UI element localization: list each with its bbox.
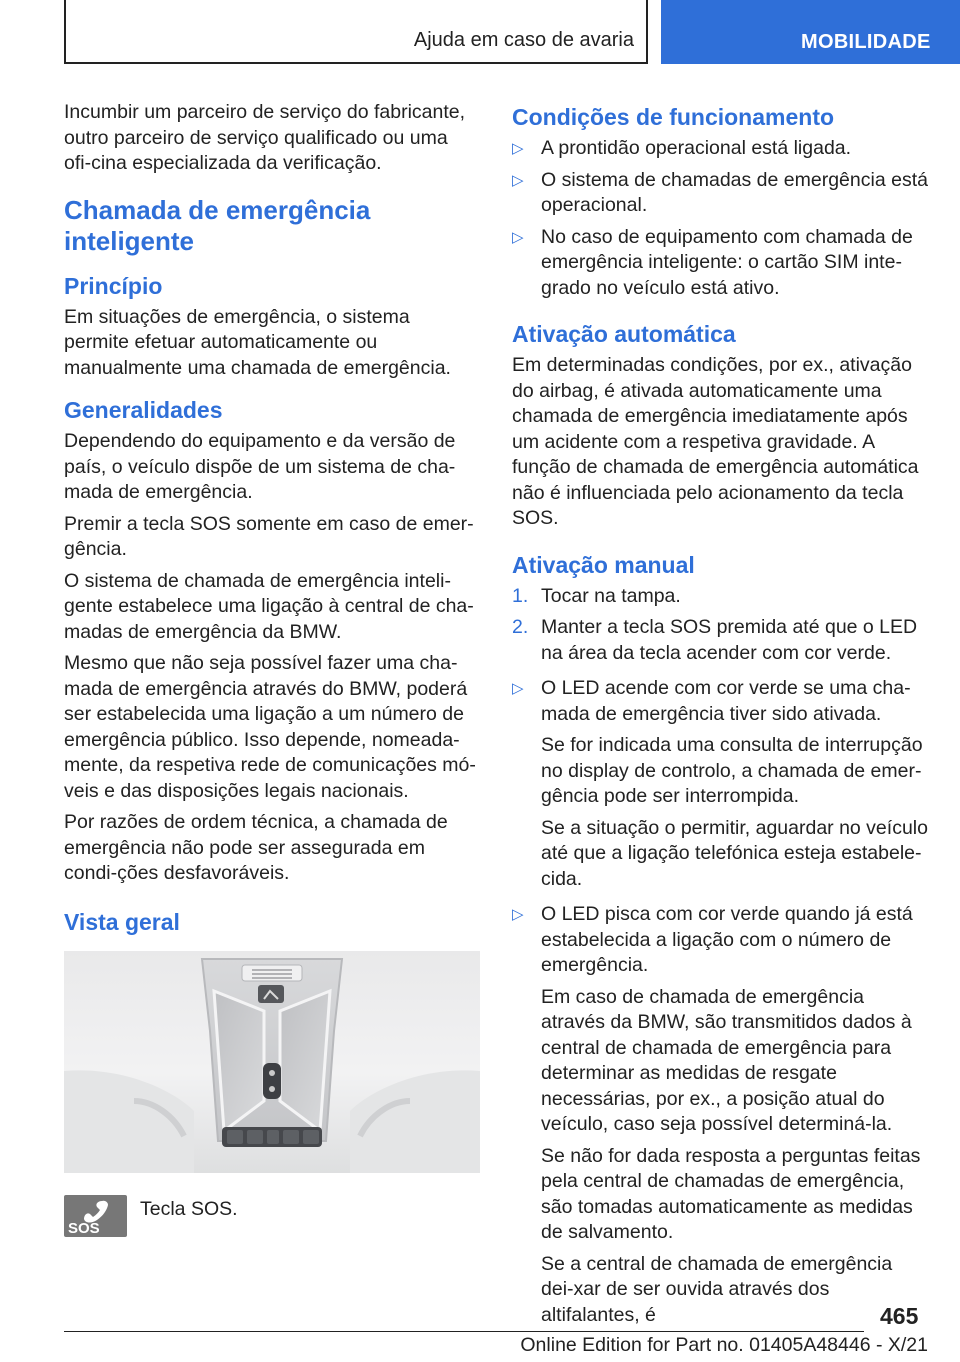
generalidades-p4: Mesmo que não seja possível fazer uma cha-mada de emergência através do BMW, poderá ser estabelecida uma ligação a um número de emergência público. Isso depende, nomeada-mente, da respetiva rede de comunicações mó-veis e das disposições legais nacionais.	[64, 652, 476, 802]
intro-paragraph: Incumbir um parceiro de serviço do fabricante, outro parceiro de serviço qualificado ou uma ofi-cina especializada da verificação.	[64, 101, 466, 174]
right-column	[512, 102, 928, 1334]
step-item: 2. Manter a tecla SOS premida até que o LED na área da tecla acender com cor verde.	[512, 616, 918, 664]
bullet1-sub2: Se a situação o permitir, aguardar no veículo até que a ligação telefónica esteja estabele-cida.	[541, 816, 928, 890]
list-item: ▷ O LED pisca com cor verde quando já está estabelecida a ligação com o número de emergência.	[512, 903, 913, 976]
generalidades-p1: Dependendo do equipamento e da versão de país, o veículo dispõe de um sistema de cha-mada de emergência.	[64, 430, 456, 503]
header-section-box	[64, 0, 648, 64]
bullet2-sub1: Em caso de chamada de emergência através da BMW, são transmitidos dados à central de chamada de emergência para determinar as medidas de resgate necessárias, por ex., a posição atual do veículo, caso seja possível determiná-la.	[541, 985, 912, 1135]
list-item: ▷ O LED acende com cor verde se uma cha-mada de emergência tiver sido ativada.	[512, 677, 911, 725]
header-chapter-box	[661, 0, 960, 64]
sos-legend-row	[64, 1195, 478, 1237]
heading-generalidades: Generalidades	[64, 397, 223, 423]
footer-divider	[64, 1331, 864, 1332]
header-chapter-title: MOBILIDADE	[801, 31, 931, 53]
triangle-bullet-icon: ▷	[512, 680, 524, 697]
generalidades-p5: Por razões de ordem técnica, a chamada de emergência não pode ser assegurada em condi-ções desfavoráveis.	[64, 811, 448, 884]
heading-automatica: Ativação automática	[512, 321, 736, 347]
manual-steps	[512, 584, 928, 667]
triangle-bullet-icon: ▷	[512, 906, 524, 923]
triangle-bullet-icon: ▷	[512, 140, 524, 157]
left-column	[64, 100, 478, 1237]
bullet2-sub2: Se não for dada resposta a perguntas feitas pela central de chamadas de emergência, são tomadas automaticamente as medidas de salvamento.	[541, 1144, 921, 1243]
automatica-text: Em determinadas condições, por ex., ativação do airbag, é ativada automaticamente uma chamada de emergência imediatamente após um acidente com a respetiva gravidade. A função de chamada de emergência automática não é influenciada pelo acionamento da tecla SOS.	[512, 354, 919, 529]
overhead-console-photo	[64, 951, 480, 1173]
manual-results-list-2	[512, 902, 928, 979]
generalidades-p3: O sistema de chamada de emergência inteli-gente estabelece uma ligação à central de cha-madas de emergência da BMW.	[64, 569, 474, 643]
condicoes-list	[512, 136, 928, 301]
sos-icon-label: SOS	[68, 1219, 100, 1237]
heading-vista-geral: Vista geral	[64, 908, 180, 935]
bullet1-sub1: Se for indicada uma consulta de interrupção no display de controlo, a chamada de emer-gência pode ser interrompida.	[541, 734, 923, 807]
list-item: ▷ A prontidão operacional está ligada.	[512, 136, 928, 162]
manual-results-list	[512, 676, 928, 727]
footer-edition: Online Edition for Part no. 01405A48446 - X/21	[520, 1334, 928, 1356]
list-item: ▷ No caso de equipamento com chamada de emergência inteligente: o cartão SIM inte-grado no veículo está ativo.	[512, 225, 913, 299]
list-item: ▷ O sistema de chamadas de emergência está operacional.	[512, 168, 928, 216]
sos-caption: Tecla SOS.	[140, 1197, 238, 1220]
principio-text: Em situações de emergência, o sistema permite efetuar automaticamente ou manualmente uma chamada de emergência.	[64, 305, 451, 379]
heading-manual: Ativação manual	[512, 551, 695, 578]
generalidades-p2: Premir a tecla SOS somente em caso de emer-gência.	[64, 512, 474, 560]
heading-condicoes: Condições de funcionamento	[512, 104, 835, 130]
page-number: 465	[880, 1303, 919, 1329]
heading-principio: Princípio	[64, 272, 163, 299]
step-item: 1. Tocar na tampa.	[512, 584, 681, 607]
triangle-bullet-icon: ▷	[512, 171, 524, 189]
bullet2-sub3: Se a central de chamada de emergência dei-xar de ser ouvida através dos altifalantes, é	[541, 1252, 893, 1326]
triangle-bullet-icon: ▷	[512, 228, 524, 246]
overhead-console-illustration	[64, 951, 480, 1173]
sos-icon	[64, 1195, 127, 1237]
page-title: Chamada de emergência inteligente	[64, 194, 371, 256]
header-section-title: Ajuda em caso de avaria	[413, 29, 634, 51]
